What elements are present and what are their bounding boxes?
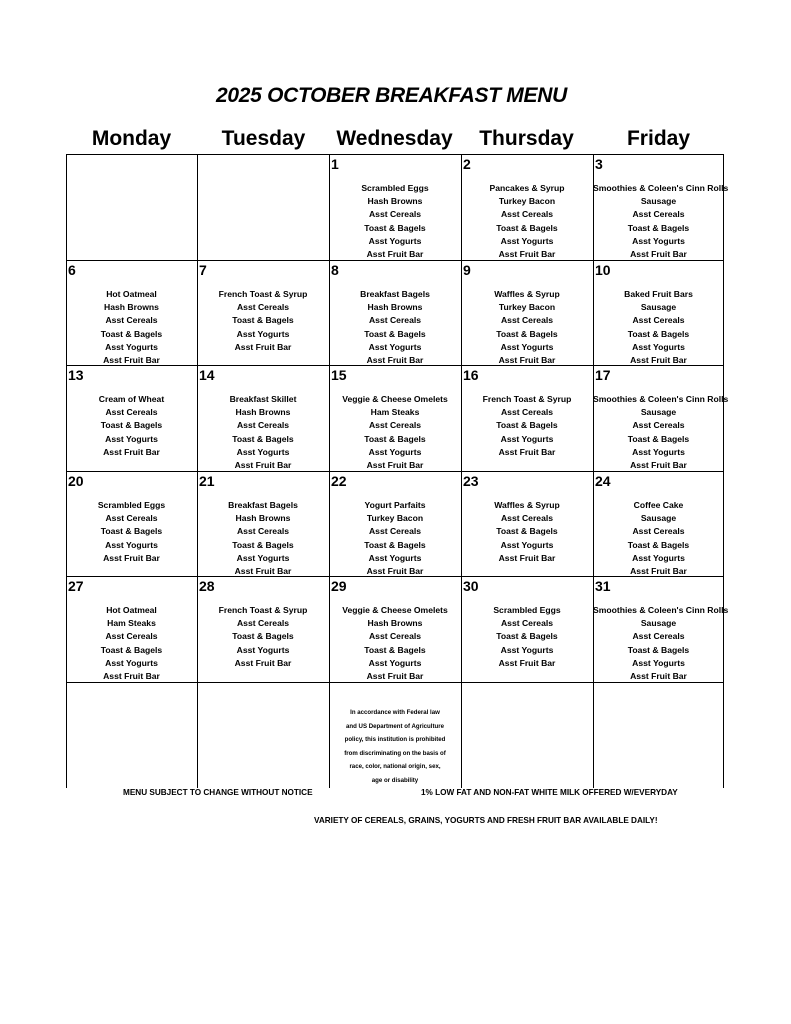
date-number: 14 <box>199 367 215 383</box>
day-cell-22 <box>329 471 461 576</box>
milk-notice: 1% LOW FAT AND NON-FAT WHITE MILK OFFERED W/EVERYDAY <box>421 788 678 797</box>
menu-item: Asst Yogurts <box>632 341 685 352</box>
menu-item: Asst Fruit Bar <box>103 446 160 457</box>
menu-item: Toast & Bagels <box>100 526 163 537</box>
menu-item-list <box>329 499 461 578</box>
menu-item: Toast & Bagels <box>627 433 690 444</box>
menu-item: Asst Fruit Bar <box>234 341 292 352</box>
menu-item-list <box>66 499 197 565</box>
nondiscrimination-line: from discriminating on the basis of <box>344 749 446 757</box>
menu-item: Toast & Bagels <box>627 539 690 550</box>
date-number: 21 <box>199 473 215 489</box>
menu-item: Asst Fruit Bar <box>630 354 687 365</box>
menu-item: Toast & Bagels <box>232 539 294 550</box>
date-number: 17 <box>595 367 611 383</box>
menu-item-list <box>197 288 329 354</box>
day-cell-21 <box>197 471 329 576</box>
date-number: 24 <box>595 473 611 489</box>
date-number: 28 <box>199 578 215 594</box>
menu-item: Asst Cereals <box>500 315 554 326</box>
menu-item: Asst Yogurts <box>368 341 422 352</box>
menu-item-list <box>461 288 593 367</box>
menu-item: Asst Cereals <box>236 302 290 313</box>
menu-item: Hash Browns <box>367 302 423 313</box>
menu-item: Breakfast Bagels <box>228 500 298 510</box>
menu-item-list <box>461 604 593 670</box>
day-cell-10 <box>593 260 724 365</box>
menu-item: French Toast & Syrup <box>218 289 308 299</box>
menu-item-list <box>593 288 724 367</box>
menu-item: Sausage <box>640 407 677 418</box>
day-cell-23 <box>461 471 593 576</box>
menu-item: Toast & Bagels <box>496 328 558 339</box>
day-cell-empty <box>66 154 197 260</box>
menu-item: Sausage <box>640 196 677 207</box>
menu-item: Hot Oatmeal <box>106 289 157 299</box>
weekday-thursday: Thursday <box>479 127 574 150</box>
menu-item: Turkey Bacon <box>498 302 556 313</box>
day-cell-28 <box>197 576 329 682</box>
menu-item: Toast & Bagels <box>627 222 690 233</box>
date-number: 30 <box>463 578 479 594</box>
day-cell-29 <box>329 576 461 682</box>
menu-item: Sausage <box>640 513 677 524</box>
menu-item: Toast & Bagels <box>364 328 426 339</box>
menu-item: Asst Fruit Bar <box>630 459 687 470</box>
footer-cell-empty <box>461 682 593 788</box>
menu-item: Hash Browns <box>367 618 423 629</box>
menu-item: Asst Cereals <box>368 526 422 537</box>
date-number: 3 <box>595 156 603 172</box>
menu-item-list <box>329 288 461 367</box>
menu-item: Asst Cereals <box>236 618 290 629</box>
menu-item: Toast & Bagels <box>496 526 558 537</box>
menu-item: Hash Browns <box>367 196 423 207</box>
menu-item: Asst Fruit Bar <box>103 670 160 681</box>
date-number: 1 <box>331 156 339 172</box>
menu-item: Turkey Bacon <box>366 513 424 524</box>
variety-notice: VARIETY OF CEREALS, GRAINS, YOGURTS AND FRESH FRUIT BAR AVAILABLE DAILY! <box>314 816 658 825</box>
menu-item: Toast & Bagels <box>496 631 558 642</box>
day-cell-9 <box>461 260 593 365</box>
weekday-wednesday: Wednesday <box>336 127 453 150</box>
menu-item: Asst Cereals <box>105 631 158 642</box>
menu-item: Asst Yogurts <box>236 552 290 563</box>
menu-item: Asst Fruit Bar <box>366 670 424 681</box>
menu-item: Baked Fruit Bars <box>624 289 693 299</box>
nondiscrimination-line: age or disability <box>371 776 419 784</box>
menu-item: Waffles & Syrup <box>494 289 560 299</box>
menu-item: Toast & Bagels <box>232 433 294 444</box>
menu-item: Toast & Bagels <box>364 222 426 233</box>
menu-item: Asst Fruit Bar <box>234 565 292 576</box>
menu-item-list <box>197 499 329 578</box>
menu-item: Asst Fruit Bar <box>103 552 160 563</box>
menu-item-list <box>197 604 329 670</box>
menu-item-list <box>461 393 593 459</box>
menu-item: Toast & Bagels <box>627 644 690 655</box>
menu-item: Asst Yogurts <box>236 328 290 339</box>
menu-item: Asst Cereals <box>236 420 290 431</box>
day-cell-30 <box>461 576 593 682</box>
footer-cell-empty <box>197 682 329 788</box>
menu-item: Asst Yogurts <box>500 341 554 352</box>
weekday-friday: Friday <box>626 127 691 150</box>
menu-item: Asst Yogurts <box>632 552 685 563</box>
date-number: 22 <box>331 473 347 489</box>
date-number: 29 <box>331 578 347 594</box>
menu-item: Asst Cereals <box>632 209 685 220</box>
menu-item: Asst Fruit Bar <box>498 657 556 668</box>
menu-item: Toast & Bagels <box>232 631 294 642</box>
menu-item-list <box>329 393 461 472</box>
menu-item: Veggie & Cheese Omelets <box>342 605 448 615</box>
day-cell-1 <box>329 154 461 260</box>
day-cell-8 <box>329 260 461 365</box>
day-cell-27 <box>66 576 197 682</box>
footer-cell-empty <box>66 682 197 788</box>
menu-item: Asst Cereals <box>500 407 554 418</box>
menu-item: Asst Fruit Bar <box>498 552 556 563</box>
day-cell-empty <box>197 154 329 260</box>
day-cell-14 <box>197 365 329 471</box>
date-number: 16 <box>463 367 479 383</box>
menu-item-list <box>593 182 729 261</box>
nondiscrimination-cell <box>329 682 461 788</box>
menu-item: Veggie & Cheese Omelets <box>342 394 448 404</box>
menu-item: Smoothies & Coleen's Cinn Rolls <box>593 183 729 193</box>
day-cell-7 <box>197 260 329 365</box>
menu-item: Asst Yogurts <box>500 235 554 246</box>
menu-item: Asst Yogurts <box>105 433 158 444</box>
menu-item: Asst Yogurts <box>236 644 290 655</box>
menu-item: Asst Fruit Bar <box>498 446 556 457</box>
menu-item: Asst Fruit Bar <box>366 354 424 365</box>
nondiscrimination-line: and US Department of Agriculture <box>346 722 444 730</box>
menu-item-list <box>593 604 729 683</box>
menu-item: Asst Cereals <box>368 209 422 220</box>
menu-item: Asst Fruit Bar <box>366 565 424 576</box>
weekday-monday: Monday <box>91 127 172 150</box>
menu-item: Asst Yogurts <box>632 657 685 668</box>
menu-item: Breakfast Bagels <box>360 289 430 299</box>
menu-item: Asst Fruit Bar <box>234 459 292 470</box>
menu-item: Asst Cereals <box>105 407 158 418</box>
menu-item: Toast & Bagels <box>100 328 163 339</box>
menu-item: Asst Yogurts <box>105 341 158 352</box>
menu-item: French Toast & Syrup <box>218 605 308 615</box>
menu-item: Cream of Wheat <box>98 394 165 404</box>
menu-item: Yogurt Parfaits <box>364 500 426 510</box>
menu-item-list <box>593 499 724 578</box>
date-number: 15 <box>331 367 347 383</box>
menu-item: Hot Oatmeal <box>106 605 157 615</box>
weekday-tuesday: Tuesday <box>221 127 306 150</box>
menu-item: Sausage <box>640 618 677 629</box>
menu-item-list <box>593 393 729 472</box>
change-notice: MENU SUBJECT TO CHANGE WITHOUT NOTICE <box>123 788 313 797</box>
menu-item: Toast & Bagels <box>496 420 558 431</box>
menu-item: Asst Yogurts <box>500 433 554 444</box>
menu-item: Asst Cereals <box>105 513 158 524</box>
day-cell-13 <box>66 365 197 471</box>
menu-item: Sausage <box>640 302 677 313</box>
day-cell-15 <box>329 365 461 471</box>
menu-item: Asst Yogurts <box>368 235 422 246</box>
day-cell-24 <box>593 471 724 576</box>
menu-item: Asst Fruit Bar <box>366 459 424 470</box>
menu-item: Toast & Bagels <box>100 420 163 431</box>
menu-item-list <box>197 393 329 472</box>
nondiscrimination-line: race, color, national origin, sex, <box>349 763 441 770</box>
nondiscrimination-statement <box>329 706 461 787</box>
menu-item: Asst Cereals <box>632 526 685 537</box>
menu-item: Asst Yogurts <box>500 644 554 655</box>
nondiscrimination-line: In accordance with Federal law <box>350 709 440 716</box>
menu-item: Asst Yogurts <box>368 657 422 668</box>
day-cell-3 <box>593 154 729 260</box>
menu-item: Asst Yogurts <box>236 446 290 457</box>
menu-item: Toast & Bagels <box>496 222 558 233</box>
menu-item: Asst Cereals <box>368 420 422 431</box>
menu-item: Pancakes & Syrup <box>489 183 565 193</box>
day-cell-2 <box>461 154 593 260</box>
menu-item: Asst Fruit Bar <box>498 248 556 259</box>
menu-item-list <box>66 393 197 459</box>
date-number: 6 <box>68 262 76 278</box>
menu-item: Asst Yogurts <box>368 552 422 563</box>
nondiscrimination-line: policy, this institution is prohibited <box>344 736 446 743</box>
date-number: 9 <box>463 262 471 278</box>
menu-item-list <box>329 604 461 683</box>
menu-item: Asst Yogurts <box>105 539 158 550</box>
date-number: 8 <box>331 262 339 278</box>
menu-item: Asst Yogurts <box>632 235 685 246</box>
menu-item: Asst Fruit Bar <box>234 657 292 668</box>
menu-item: Asst Cereals <box>368 315 422 326</box>
menu-item: Turkey Bacon <box>498 196 556 207</box>
menu-item: Hash Browns <box>104 302 159 313</box>
menu-item: Asst Cereals <box>500 209 554 220</box>
date-number: 13 <box>68 367 84 383</box>
date-number: 20 <box>68 473 84 489</box>
menu-item: Asst Yogurts <box>632 446 685 457</box>
menu-item-list <box>66 288 197 367</box>
page-title: 2025 OCTOBER BREAKFAST MENU <box>216 84 567 107</box>
date-number: 31 <box>595 578 611 594</box>
menu-item: Asst Cereals <box>236 526 290 537</box>
menu-item: Waffles & Syrup <box>494 500 560 510</box>
menu-item: Ham Steaks <box>107 618 156 629</box>
menu-item: Asst Fruit Bar <box>630 565 687 576</box>
menu-item-list <box>66 604 197 683</box>
menu-item: Toast & Bagels <box>627 328 690 339</box>
menu-item: Toast & Bagels <box>364 644 426 655</box>
menu-item: French Toast & Syrup <box>482 394 572 404</box>
menu-item: Ham Steaks <box>370 407 420 418</box>
menu-item: Asst Fruit Bar <box>366 248 424 259</box>
day-cell-16 <box>461 365 593 471</box>
day-cell-17 <box>593 365 729 471</box>
date-number: 27 <box>68 578 84 594</box>
menu-item: Asst Fruit Bar <box>103 354 160 365</box>
day-cell-6 <box>66 260 197 365</box>
menu-item: Asst Fruit Bar <box>498 354 556 365</box>
menu-item: Toast & Bagels <box>364 433 426 444</box>
menu-item: Asst Fruit Bar <box>630 248 687 259</box>
menu-item-list <box>461 499 593 565</box>
day-cell-20 <box>66 471 197 576</box>
menu-item: Asst Fruit Bar <box>630 670 687 681</box>
menu-item: Coffee Cake <box>633 500 684 510</box>
date-number: 2 <box>463 156 471 172</box>
menu-item: Hash Browns <box>235 407 291 418</box>
menu-item: Asst Cereals <box>500 618 554 629</box>
menu-item: Toast & Bagels <box>364 539 426 550</box>
date-number: 23 <box>463 473 479 489</box>
menu-item: Smoothies & Coleen's Cinn Rolls <box>593 394 729 404</box>
menu-item: Smoothies & Coleen's Cinn Rolls <box>593 605 729 615</box>
menu-item: Toast & Bagels <box>232 315 294 326</box>
menu-item: Hash Browns <box>235 513 291 524</box>
menu-item: Breakfast Skillet <box>229 394 297 404</box>
menu-item: Asst Cereals <box>632 631 685 642</box>
footer-cell-empty <box>593 682 724 788</box>
menu-item-list <box>329 182 461 261</box>
day-cell-31 <box>593 576 729 682</box>
menu-item: Asst Cereals <box>105 315 158 326</box>
menu-item: Asst Yogurts <box>105 657 158 668</box>
menu-item: Scrambled Eggs <box>493 605 561 615</box>
menu-item: Asst Cereals <box>368 631 422 642</box>
menu-calendar-grid <box>66 154 729 788</box>
menu-item: Asst Yogurts <box>368 446 422 457</box>
menu-item: Scrambled Eggs <box>97 500 166 510</box>
menu-item: Scrambled Eggs <box>361 183 429 193</box>
date-number: 10 <box>595 262 611 278</box>
menu-item: Asst Cereals <box>500 513 554 524</box>
menu-item: Asst Yogurts <box>500 539 554 550</box>
menu-item: Toast & Bagels <box>100 644 163 655</box>
date-number: 7 <box>199 262 207 278</box>
menu-item-list <box>461 182 593 261</box>
menu-item: Asst Cereals <box>632 420 685 431</box>
menu-item: Asst Cereals <box>632 315 685 326</box>
